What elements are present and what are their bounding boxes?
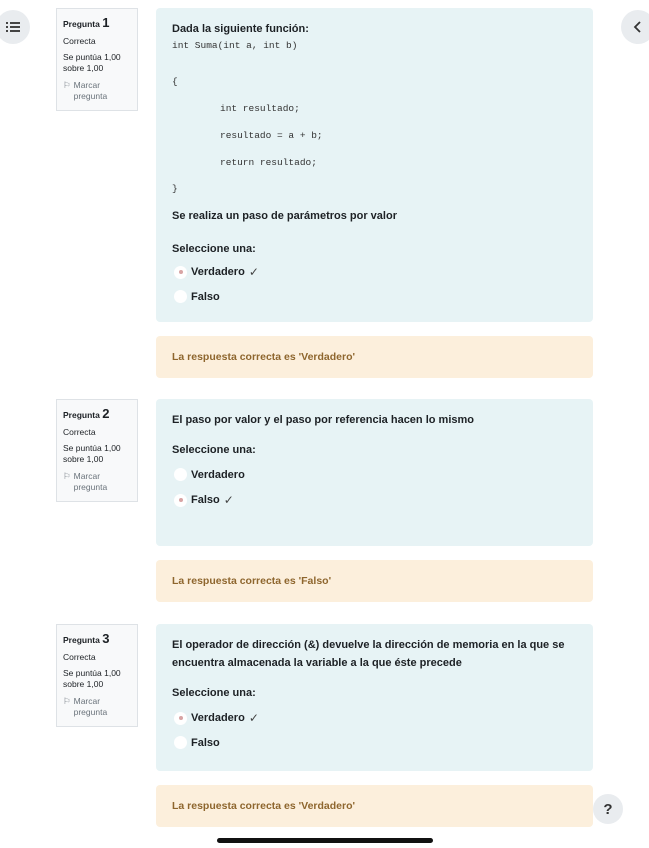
flag-icon: ⚐ (63, 470, 71, 481)
code-line: return resultado; (220, 157, 317, 168)
flag-icon: ⚐ (63, 79, 71, 90)
question-text: El operador de dirección (&) devuelve la dirección de memoria en la que se encuentra almacenada la variable a la que éste precede (172, 639, 565, 669)
question-text: Se realiza un paso de parámetros por valor (172, 210, 397, 222)
radio-unselected[interactable] (174, 290, 187, 303)
question-label: Pregunta (63, 19, 100, 29)
option-label: Falso (191, 494, 220, 506)
question-state: Correcta (63, 36, 96, 46)
question-state: Correcta (63, 652, 96, 662)
answer-option-falso[interactable] (174, 493, 234, 507)
question-text-intro: Dada la siguiente función: (172, 23, 309, 35)
feedback-right-answer-3: La respuesta correcta es 'Verdadero' (156, 785, 593, 827)
flag-question-link[interactable] (63, 696, 131, 719)
option-label: Verdadero (191, 266, 245, 278)
check-icon: ✓ (248, 711, 259, 725)
question-content-1 (156, 8, 593, 322)
flag-label: Marcar pregunta (73, 470, 108, 493)
flag-question-link[interactable] (63, 80, 131, 103)
answer-prompt: Seleccione una: (172, 444, 256, 456)
answer-option-falso[interactable] (174, 736, 220, 749)
question-label: Pregunta (63, 410, 100, 420)
course-index-toggle-button[interactable] (0, 10, 30, 44)
radio-selected[interactable] (174, 712, 187, 725)
question-mark-icon: ? (603, 800, 613, 818)
option-label: Verdadero (191, 468, 245, 481)
question-text: El paso por valor y el paso por referencia hacen lo mismo (172, 414, 474, 426)
question-content-2 (156, 399, 593, 546)
flag-icon: ⚐ (63, 695, 71, 706)
code-line: resultado = a + b; (220, 130, 323, 141)
question-number-value: 1 (102, 15, 110, 30)
code-line: int Suma(int a, int b) (172, 40, 298, 51)
list-icon (6, 21, 20, 33)
radio-selected[interactable] (174, 266, 187, 279)
chevron-left-icon (633, 21, 643, 33)
answer-prompt: Seleccione una: (172, 687, 256, 699)
flag-label: Marcar pregunta (73, 79, 108, 102)
question-number-value: 2 (102, 406, 110, 421)
help-button[interactable] (593, 794, 623, 824)
code-line: } (172, 183, 178, 194)
question-number-value: 3 (102, 631, 110, 646)
answer-prompt: Seleccione una: (172, 243, 256, 255)
code-line: { (172, 76, 178, 87)
question-content-3 (156, 624, 593, 771)
answer-option-falso[interactable] (174, 290, 220, 303)
question-grade: Se puntúa 1,00 sobre 1,00 (63, 52, 121, 74)
code-line: int resultado; (220, 103, 300, 114)
feedback-right-answer-2: La respuesta correcta es 'Falso' (156, 560, 593, 602)
question-number (63, 631, 131, 646)
answer-option-verdadero[interactable] (174, 265, 259, 279)
question-grade: Se puntúa 1,00 sobre 1,00 (63, 443, 121, 465)
question-label: Pregunta (63, 635, 100, 645)
question-info-1 (56, 8, 138, 111)
radio-unselected[interactable] (174, 468, 187, 481)
radio-unselected[interactable] (174, 736, 187, 749)
option-label: Falso (191, 290, 220, 303)
radio-selected[interactable] (174, 494, 187, 507)
block-drawer-toggle-button[interactable] (621, 10, 649, 44)
home-indicator (217, 838, 433, 843)
question-info-3 (56, 624, 138, 727)
flag-label: Marcar pregunta (73, 695, 108, 718)
question-info-2 (56, 399, 138, 502)
answer-option-verdadero[interactable] (174, 711, 259, 725)
question-state: Correcta (63, 427, 96, 437)
option-label: Falso (191, 736, 220, 749)
check-icon: ✓ (248, 265, 259, 279)
question-number (63, 15, 131, 30)
feedback-right-answer-1: La respuesta correcta es 'Verdadero' (156, 336, 593, 378)
question-grade: Se puntúa 1,00 sobre 1,00 (63, 668, 121, 690)
question-number (63, 406, 131, 421)
flag-question-link[interactable] (63, 471, 131, 494)
option-label: Verdadero (191, 712, 245, 724)
check-icon: ✓ (223, 493, 234, 507)
answer-option-verdadero[interactable] (174, 468, 245, 481)
